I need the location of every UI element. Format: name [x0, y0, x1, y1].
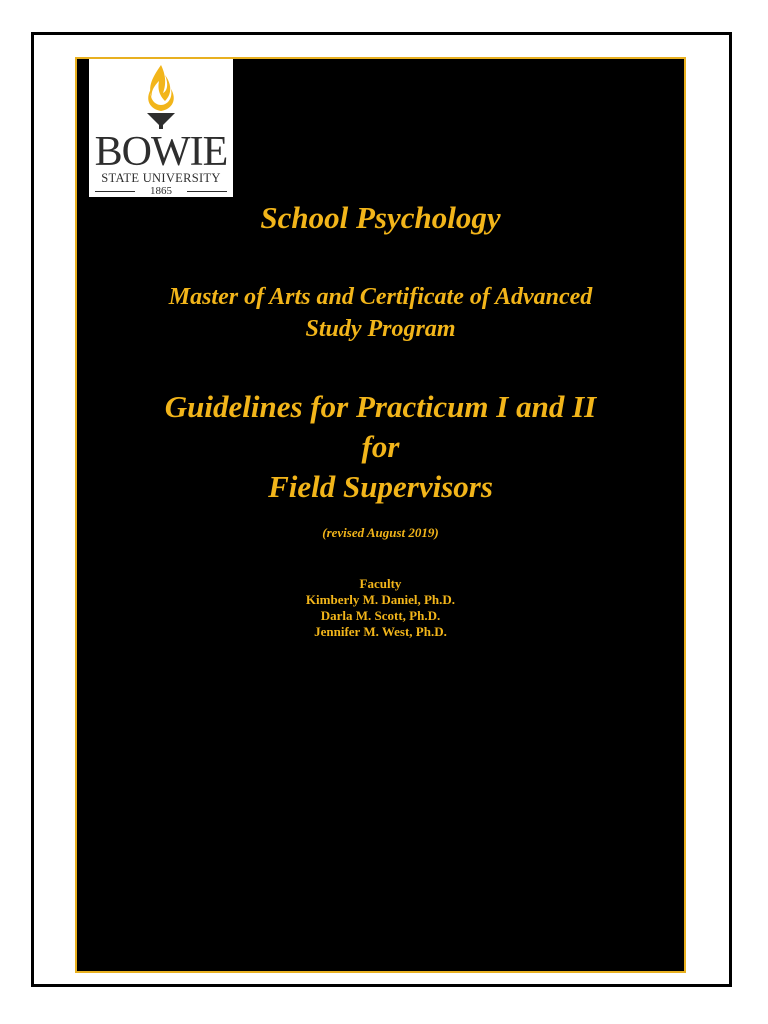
logo-wordmark: BOWIE	[94, 129, 228, 175]
program-title: School Psychology	[260, 200, 501, 235]
faculty-list	[75, 576, 686, 640]
faculty-member: Kimberly M. Daniel, Ph.D.	[305, 592, 456, 607]
logo-year-row	[95, 185, 227, 197]
revision-note: (revised August 2019)	[322, 525, 439, 540]
faculty-member: Jennifer M. West, Ph.D.	[314, 624, 447, 639]
guidelines-line-3: Field Supervisors	[268, 469, 493, 504]
guidelines-line-1: Guidelines for Practicum I and II	[164, 389, 597, 424]
guidelines-title	[75, 387, 686, 507]
faculty-heading: Faculty	[359, 576, 402, 591]
torch-flame-icon	[89, 59, 233, 131]
degree-title	[75, 281, 686, 345]
logo-subtitle: STATE UNIVERSITY	[101, 171, 221, 185]
degree-line-2: Study Program	[305, 316, 456, 342]
guidelines-line-2: for	[361, 429, 400, 464]
degree-line-1: Master of Arts and Certificate of Advanced	[168, 284, 593, 310]
faculty-member: Darla M. Scott, Ph.D.	[320, 608, 441, 623]
logo-year: 1865	[150, 185, 172, 197]
university-logo	[89, 59, 233, 197]
